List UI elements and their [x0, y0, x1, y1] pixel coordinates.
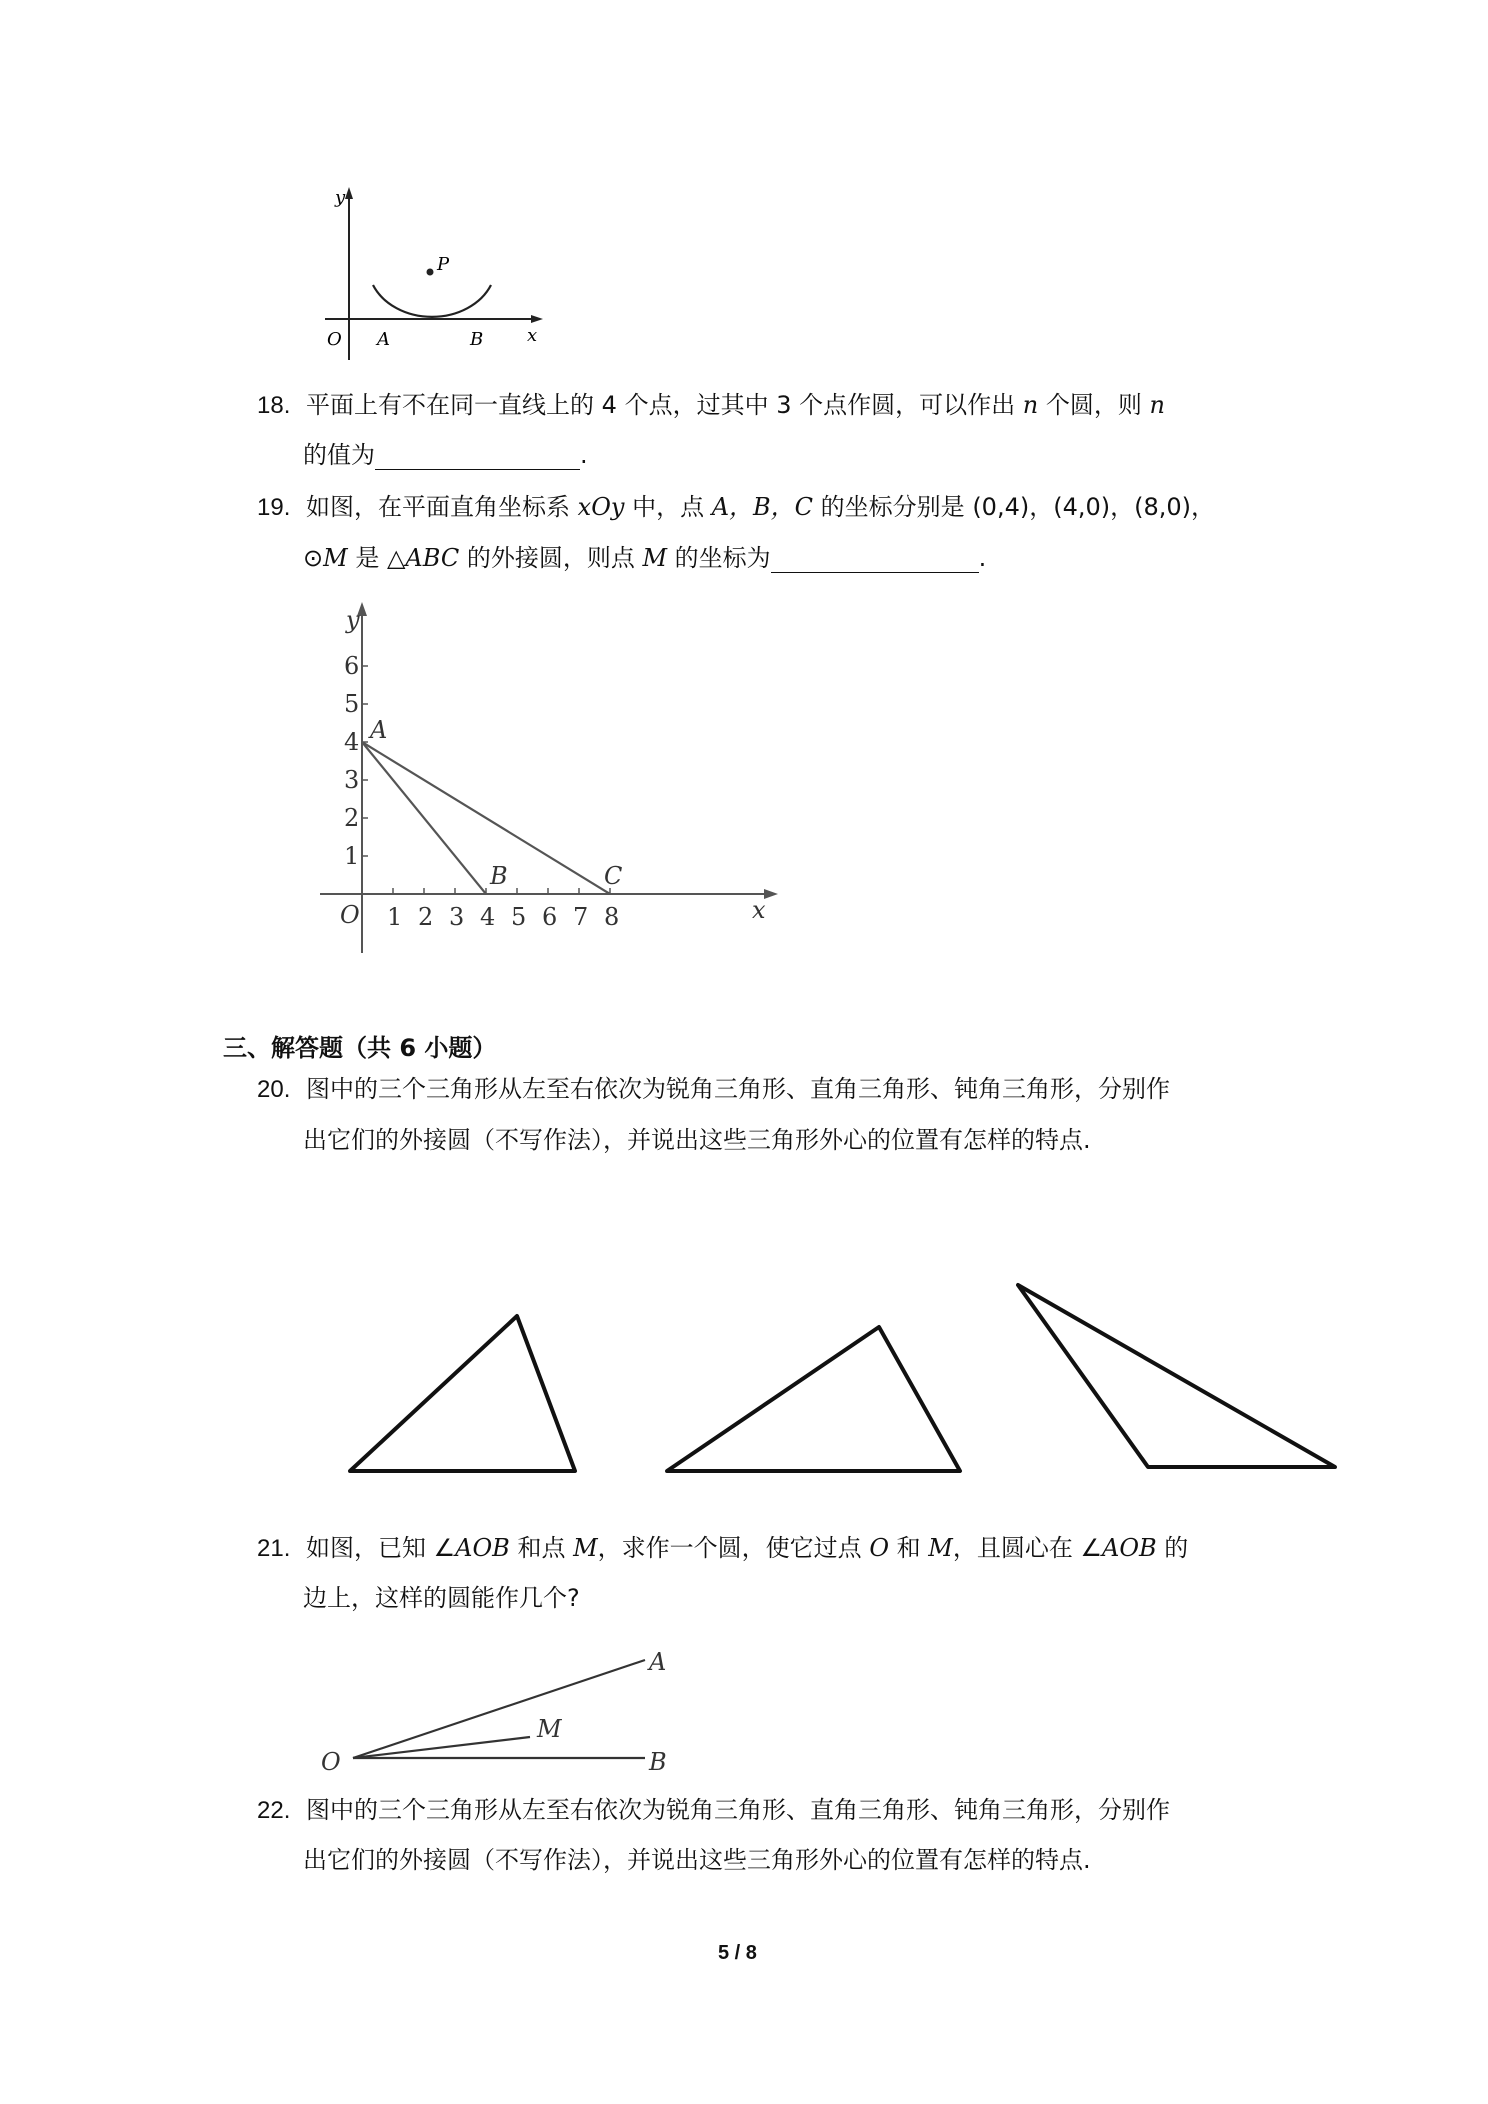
- question-number: 20.: [257, 1076, 291, 1103]
- segment-om: [353, 1737, 530, 1758]
- right-triangle: [667, 1327, 960, 1471]
- x-tick-label: 7: [573, 903, 589, 931]
- fig21-m-label: M: [537, 1715, 562, 1743]
- x-tick-label: 1: [387, 903, 403, 931]
- fig19-a-label: A: [370, 716, 388, 744]
- y-tick-label: 6: [344, 652, 360, 680]
- question-21-line-1: 21. 如图，已知 ∠AOB 和点 M，求作一个圆，使它过点 O 和 M，且圆心在 ∠AOB 的: [257, 1534, 1189, 1562]
- y-tick-label: 3: [344, 766, 360, 794]
- question-22-line-2: 出它们的外接圆（不写作法），并说出这些三角形外心的位置有怎样的特点.: [303, 1846, 1091, 1874]
- fig21-o-label: O: [321, 1748, 341, 1776]
- figure-three-triangles: [330, 1275, 1360, 1485]
- fig19-y-label: y: [346, 606, 360, 634]
- y-tick-label: 2: [344, 804, 360, 832]
- x-tick-label: 6: [542, 903, 558, 931]
- y-tick-label: 4: [344, 728, 360, 756]
- section-heading: 三、解答题（共 6 小题）: [223, 1034, 497, 1062]
- acute-triangle: [350, 1316, 575, 1471]
- x-tick-label: 3: [449, 903, 465, 931]
- segment-ac: [362, 742, 610, 894]
- answer-blank[interactable]: [375, 445, 580, 470]
- question-number: 18.: [257, 392, 291, 419]
- x-tick-label: 5: [511, 903, 527, 931]
- question-19-line-1: 19. 如图，在平面直角坐标系 xOy 中，点 A，B，C 的坐标分别是 (0,4)，(4,0)，(8,0)，: [257, 493, 1215, 521]
- fig21-a-label: A: [649, 1648, 667, 1676]
- y-tick-label: 5: [344, 690, 360, 718]
- fig17-a-label: A: [377, 329, 390, 350]
- fig19-o-label: O: [340, 901, 360, 929]
- x-tick-label: 4: [480, 903, 496, 931]
- question-22-line-1: 22. 图中的三个三角形从左至右依次为锐角三角形、直角三角形、钝角三角形，分别作: [257, 1796, 1171, 1824]
- obtuse-triangle: [1018, 1285, 1335, 1467]
- fig19-b-label: B: [490, 862, 508, 890]
- question-number: 21.: [257, 1535, 291, 1562]
- question-20-line-1: 20. 图中的三个三角形从左至右依次为锐角三角形、直角三角形、钝角三角形，分别作: [257, 1075, 1171, 1103]
- fig17-x-label: x: [527, 325, 538, 346]
- fig17-o-label: O: [327, 329, 342, 350]
- question-21-line-2: 边上，这样的圆能作几个?: [303, 1584, 580, 1612]
- x-tick-label: 2: [418, 903, 434, 931]
- answer-blank[interactable]: [771, 548, 979, 573]
- figure-angle-aob: [315, 1640, 695, 1790]
- question-20-line-2: 出它们的外接圆（不写作法），并说出这些三角形外心的位置有怎样的特点.: [303, 1126, 1091, 1154]
- y-tick-label: 1: [344, 842, 360, 870]
- question-number: 22.: [257, 1797, 291, 1824]
- x-tick-label: 8: [604, 903, 620, 931]
- fig19-ticks: [362, 666, 610, 894]
- question-18-line-1: 18. 平面上有不在同一直线上的 4 个点，过其中 3 个点作圆，可以作出 n 个圆，则 n: [257, 391, 1165, 419]
- fig17-y-label: y: [335, 187, 346, 208]
- page-number: 5 / 8: [718, 1942, 757, 1964]
- question-19-line-2: ⊙M 是 △ABC 的外接圆，则点 M 的坐标为 .: [303, 544, 987, 572]
- figure-circle-sketch: [315, 185, 555, 370]
- fig21-b-label: B: [649, 1748, 667, 1776]
- fig17-b-label: B: [470, 329, 484, 350]
- question-18-line-2: 的值为 .: [303, 441, 588, 469]
- ray-oa: [353, 1660, 645, 1758]
- fig19-c-label: C: [604, 862, 623, 890]
- fig19-x-label: x: [752, 896, 766, 924]
- figure-coordinate-triangle: [300, 598, 790, 963]
- question-number: 19.: [257, 494, 291, 521]
- segment-ab: [362, 742, 486, 894]
- fig17-p-label: P: [437, 254, 450, 275]
